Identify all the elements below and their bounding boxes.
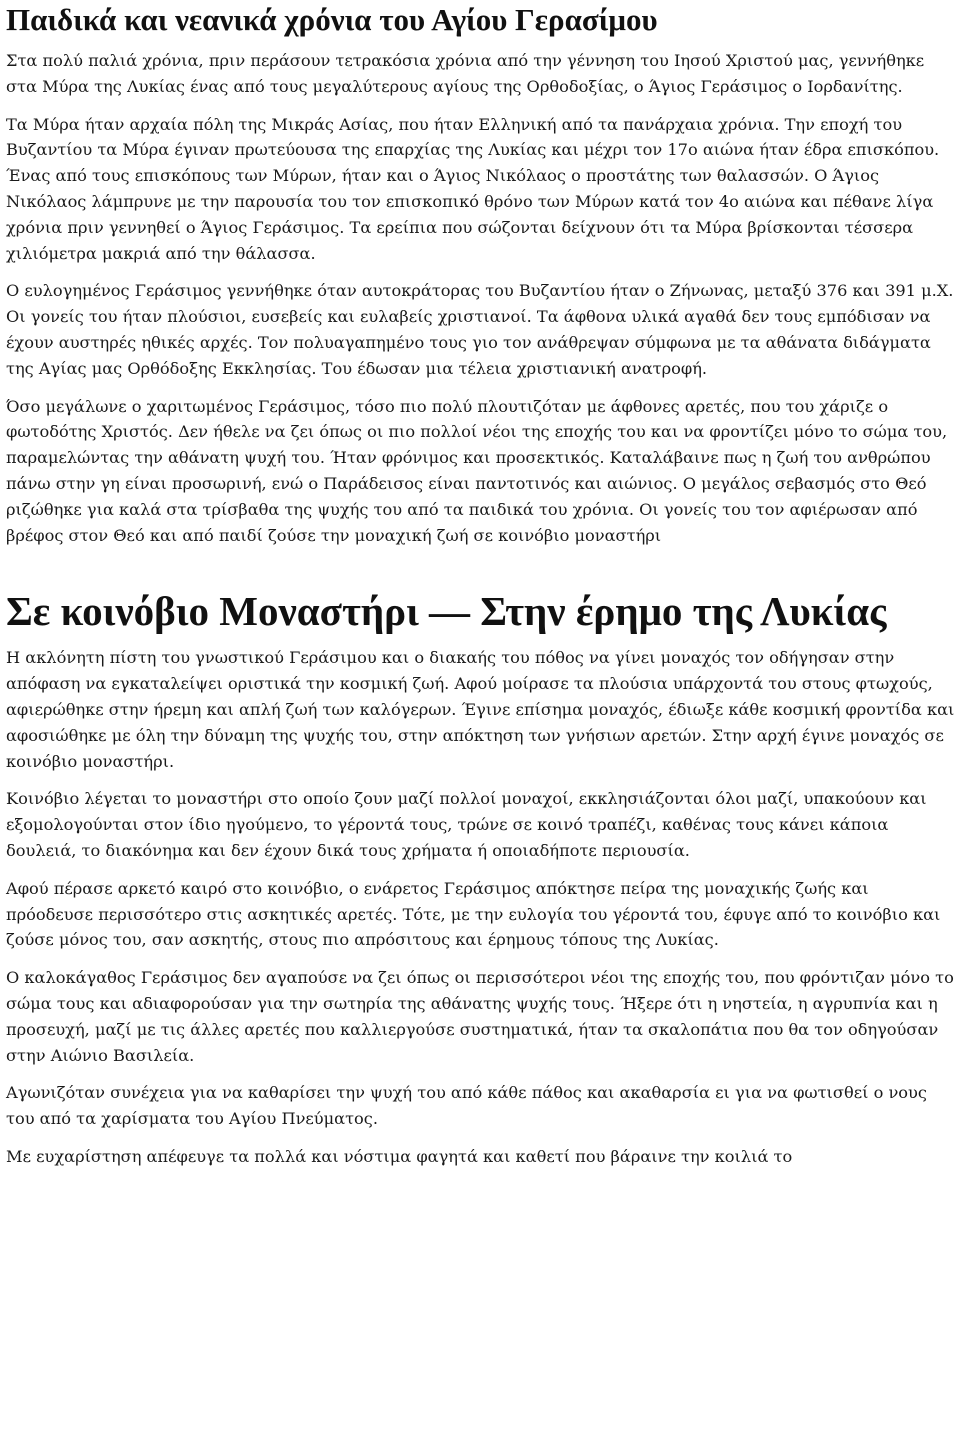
paragraph: Αγωνιζόταν συνέχεια για να καθαρίσει την ψυχή του από κάθε πάθος και ακαθαρσία ει για να φωτισθεί ο νους του από τα χαρίσματα του Αγίου Πνεύματος. (6, 1083, 927, 1129)
section-heading-childhood: Παιδικά και νεανικά χρόνια του Αγίου Γερασίμου (6, 2, 658, 37)
paragraph: Τα Μύρα ήταν αρχαία πόλη της Μικράς Ασίας, που ήταν Ελληνική από τα πανάρχαια χρόνια. Την εποχή του Βυζαντίου τα Μύρα έγιναν πρωτεύουσα της επαρχίας της Λυκίας και μέχρι τον 17ο αιώνα ήταν έδρα επισκόπου. Ένας από τους επισκόπους των Μύρων, ήταν και ο Άγιος Νικόλαος ο προστάτης των θαλασσών. Ο Άγιος Νικόλαος λάμπρυνε με την παρουσία του τον επισκοπικό θρόνο των Μύρων κατά τον 4ο αιώνα και πέθανε λίγα χρόνια πριν γεννηθεί ο Άγιος Γεράσιμος. Τα ερείπια που σώζονται δείχνουν ότι τα Μύρα βρίσκονται τέσσερα χιλιόμετρα μακριά από την θάλασσα. (6, 114, 940, 263)
section-heading-monastery: Σε κοινόβιο Μοναστήρι — Στην έρημο της Λυκίας (6, 588, 887, 635)
paragraph: Με ευχαρίστηση απέφευγε τα πολλά και νόστιμα φαγητά και καθετί που βάραινε την κοιλιά το (6, 1146, 793, 1166)
paragraph: Ο ευλογημένος Γεράσιμος γεννήθηκε όταν αυτοκράτορας του Βυζαντίου ήταν ο Ζήνωνας, μεταξύ 376 και 391 μ.Χ. Οι γονείς του ήταν πλούσιοι, ευσεβείς και ευλαβείς χριστιανοί. Τα άφθονα υλικά αγαθά δεν τους εμπόδισαν να έχουν αυστηρές ηθικές αρχές. Τον πολυαγαπημένο τους γιο τον ανάθρεψαν σύμφωνα με τα αθάνατα διδάγματα της Αγίας μας Ορθόδοξης Εκκλησίας. Του έδωσαν μια τέλεια χριστιανική ανατροφή. (6, 281, 954, 378)
paragraph: Στα πολύ παλιά χρόνια, πριν περάσουν τετρακόσια χρόνια από την γέννηση του Ιησού Χριστού μας, γεννήθηκε στα Μύρα της Λυκίας ένας από τους μεγαλύτερους αγίους της Ορθοδοξίας, ο Άγιος Γεράσιμος ο Ιορδανίτης. (6, 51, 925, 96)
paragraph: Αφού πέρασε αρκετό καιρό στο κοινόβιο, ο ενάρετος Γεράσιμος απόκτησε πείρα της μοναχικής ζωής και πρόοδευσε περισσότερο στις ασκητικές αρετές. Τότε, με την ευλογία του γέροντά του, έφυγε από το κοινόβιο και ζούσε μόνος του, σαν ασκητής, στους πιο απρόσιτους και έρημους τόπους της Λυκίας. (6, 878, 941, 950)
paragraph: Ο καλοκάγαθος Γεράσιμος δεν αγαπούσε να ζει όπως οι περισσότεροι νέοι της εποχής του, που φρόντιζαν μόνο το σώμα τους και αδιαφορούσαν για την σωτηρία της αθάνατης ψυχής τους. Ήξερε ότι η νηστεία, η αγρυπνία και η προσευχή, μαζί με τις άλλες αρετές που καλλιεργούσε συστηματικά, ήταν τα σκαλοπάτια που θα τον οδηγούσαν στην Αιώνιο Βασιλεία. (6, 968, 954, 1065)
paragraph: Όσο μεγάλωνε ο χαριτωμένος Γεράσιμος, τόσο πιο πολύ πλουτιζόταν με άφθονες αρετές, που του χάριζε ο φωτοδότης Χριστός. Δεν ήθελε να ζει όπως οι πιο πολλοί νέοι της εποχής του και να φροντίζει μόνο το σώμα του, παραμελώντας την αθάνατη ψυχή του. Ήταν φρόνιμος και προσεκτικός. Καταλάβαινε πως η ζωή του ανθρώπου πάνω στην γη είναι προσωρινή, ενώ ο Παράδεισος είναι παντοτινός και αιώνιος. Ο μεγάλος σεβασμός στο Θεό ριζώθηκε για καλά στα τρίσβαθα της ψυχής του από τα παιδικά του χρόνια. Οι γονείς του τον αφιέρωσαν από βρέφος στον Θεό και από παιδί ζούσε την μοναχική ζωή σε κοινόβιο μοναστήρι (6, 396, 948, 545)
paragraph: Η ακλόνητη πίστη του γνωστικού Γεράσιμου και ο διακαής του πόθος να γίνει μοναχός τον οδήγησαν στην απόφαση να εγκαταλείψει οριστικά την κοσμική ζωή. Αφού μοίρασε τα πλούσια υπάρχοντά του στους φτωχούς, αφιερώθηκε στην ήρεμη και απλή ζωή των καλόγερων. Έγινε επίσημα μοναχός, έδιωξε κάθε κοσμική φροντίδα και αφοσιώθηκε με όλη την δύναμη της ψυχής του, στην απόκτηση των γνήσιων αρετών. Στην αρχή έγινε μοναχός σε κοινόβιο μοναστήρι. (6, 648, 955, 771)
paragraph: Κοινόβιο λέγεται το μοναστήρι στο οποίο ζουν μαζί πολλοί μοναχοί, εκκλησιάζονται όλοι μαζί, υπακούουν και εξομολογούνται στον ίδιο ηγούμενο, το γέροντά τους, τρώνε σε κοινό τραπέζι, καθένας τους κάνει κάποια δουλειά, το διακόνημα και δεν έχουν δικά τους χρήματα ή οποιαδήποτε περιουσία. (6, 789, 927, 860)
section-spacer (6, 560, 956, 583)
document-page (6, 0, 956, 1182)
